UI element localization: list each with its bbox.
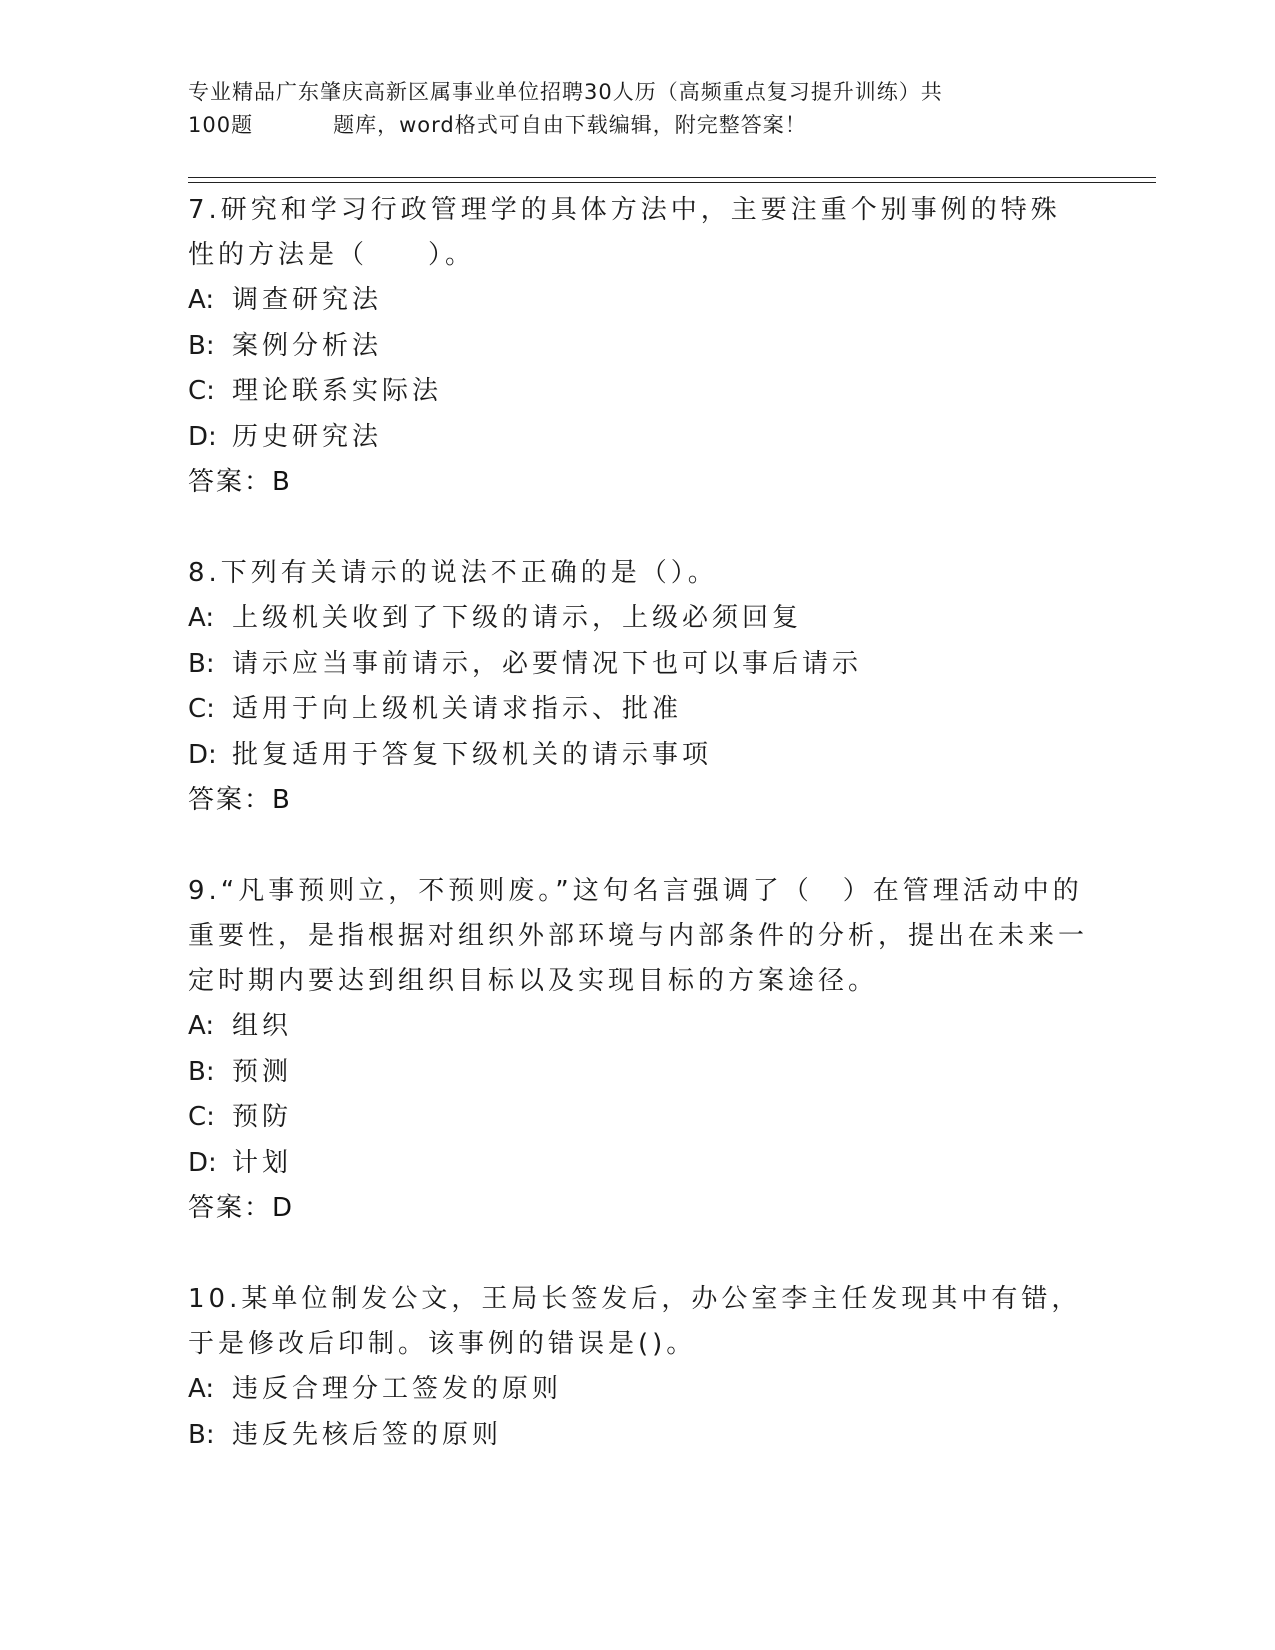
header-divider-top — [188, 177, 1156, 178]
answer-text: 答案：B — [188, 467, 292, 497]
header-subtitle: 题库，word格式可自由下载编辑，附完整答案！ — [333, 113, 807, 137]
option-letter: C: — [188, 376, 215, 406]
option-a — [188, 1367, 1088, 1413]
answer-text: 答案：B — [188, 785, 292, 815]
option-letter: B: — [188, 1056, 215, 1087]
option-text: 组织 — [232, 1011, 293, 1041]
option-c — [188, 687, 1088, 733]
question-8 — [188, 551, 1088, 823]
question-text: 8.下列有关请示的说法不正确的是（）。 — [188, 558, 718, 588]
option-letter: D: — [188, 1147, 217, 1178]
option-text: 调查研究法 — [232, 285, 383, 315]
option-text: 预测 — [232, 1056, 293, 1087]
option-d — [188, 1141, 1088, 1187]
header-count: 100题 — [188, 113, 254, 137]
option-b — [188, 642, 1088, 688]
option-c — [188, 369, 1088, 415]
option-text: 批复适用于答复下级机关的请示事项 — [232, 739, 713, 770]
option-text: 上级机关收到了下级的请示，上级必须回复 — [232, 603, 803, 633]
option-a — [188, 278, 1088, 324]
option-b — [188, 1050, 1088, 1096]
option-text: 案例分析法 — [232, 330, 383, 361]
header-divider-bottom — [188, 182, 1156, 183]
option-c — [188, 1095, 1088, 1141]
option-letter: D: — [188, 421, 217, 452]
option-letter: A: — [188, 1011, 215, 1041]
option-text: 理论联系实际法 — [232, 376, 443, 406]
option-d — [188, 733, 1088, 779]
option-letter: A: — [188, 1374, 215, 1404]
option-d — [188, 415, 1088, 461]
option-letter: C: — [188, 694, 215, 724]
header-title-line2 — [188, 109, 1048, 142]
option-a — [188, 596, 1088, 642]
question-9 — [188, 869, 1088, 1231]
option-text: 预防 — [232, 1102, 293, 1132]
option-letter: B: — [188, 648, 215, 679]
answer-text: 答案：D — [188, 1193, 295, 1223]
question-text: 7.研究和学习行政管理学的具体方法中，主要注重个别事例的特殊性的方法是（ ）。 — [188, 195, 1061, 270]
option-letter: A: — [188, 603, 215, 633]
header-title-line1: 专业精品广东肇庆高新区属事业单位招聘30人历（高频重点复习提升训练）共 — [188, 80, 943, 104]
option-a — [188, 1004, 1088, 1050]
option-letter: C: — [188, 1102, 215, 1132]
option-text: 请示应当事前请示，必要情况下也可以事后请示 — [232, 648, 863, 679]
question-text: 9.“凡事预则立，不预则废。”这句名言强调了（ ）在管理活动中的重要性，是指根据对组织外部环境与内部条件的分析，提出在未来一定时期内要达到组织目标以及实现目标的方案途径。 — [188, 876, 1089, 996]
option-letter: D: — [188, 739, 217, 770]
question-10 — [188, 1277, 1088, 1458]
question-list — [188, 188, 1088, 1504]
option-letter: A: — [188, 285, 215, 315]
option-text: 计划 — [232, 1147, 293, 1178]
option-letter: B: — [188, 1419, 215, 1450]
question-7 — [188, 188, 1088, 505]
option-text: 违反先核后签的原则 — [232, 1419, 503, 1450]
question-text: 10.某单位制发公文，王局长签发后，办公室李主任发现其中有错，于是修改后印制。该事例的错误是()。 — [188, 1284, 1082, 1359]
option-b — [188, 1413, 1088, 1459]
option-b — [188, 324, 1088, 370]
option-text: 违反合理分工签发的原则 — [232, 1374, 563, 1404]
option-text: 历史研究法 — [232, 421, 383, 452]
option-text: 适用于向上级机关请求指示、批准 — [232, 694, 683, 724]
option-letter: B: — [188, 330, 215, 361]
document-header — [188, 76, 1048, 142]
